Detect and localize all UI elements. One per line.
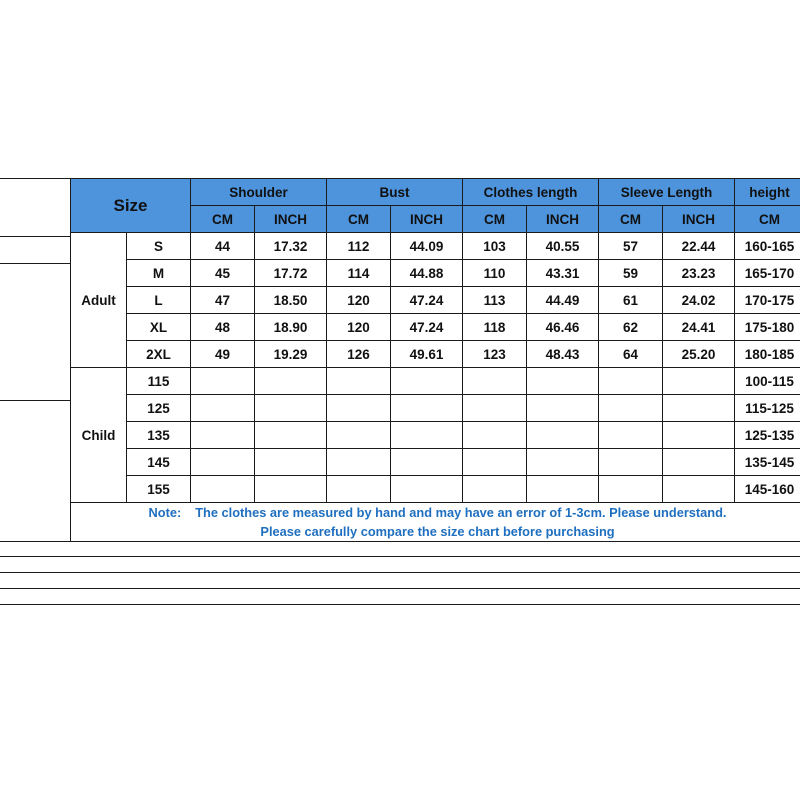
cell-value [599, 476, 663, 503]
table-row [71, 368, 800, 395]
row-size: 135 [127, 422, 191, 449]
cell-value: 125-135 [735, 422, 800, 449]
cell-value: 115-125 [735, 395, 800, 422]
header-bust: Bust [327, 179, 463, 206]
cell-value [527, 476, 599, 503]
cell-value: 114 [327, 260, 391, 287]
cell-value: 175-180 [735, 314, 800, 341]
header-height: height [735, 179, 800, 206]
cell-value: 113 [463, 287, 527, 314]
cell-value [599, 449, 663, 476]
cell-value [463, 476, 527, 503]
cell-value [255, 368, 327, 395]
cell-value: 44 [191, 233, 255, 260]
cell-value [391, 368, 463, 395]
cell-value [327, 368, 391, 395]
cell-value: 170-175 [735, 287, 800, 314]
cell-value: 19.29 [255, 341, 327, 368]
cell-value [191, 449, 255, 476]
cell-value [663, 449, 735, 476]
bleed-rule [0, 556, 800, 557]
cell-value: 120 [327, 314, 391, 341]
header-unit: CM [463, 206, 527, 233]
cell-value [327, 449, 391, 476]
header-unit: INCH [255, 206, 327, 233]
cell-value: 45 [191, 260, 255, 287]
header-unit: CM [735, 206, 800, 233]
cell-value [391, 395, 463, 422]
cell-value [663, 395, 735, 422]
cell-value [255, 395, 327, 422]
note-row [71, 503, 800, 542]
cell-value: 48.43 [527, 341, 599, 368]
cell-value: 47.24 [391, 314, 463, 341]
cell-value: 40.55 [527, 233, 599, 260]
cell-value: 180-185 [735, 341, 800, 368]
cell-value: 47 [191, 287, 255, 314]
cell-value: 100-115 [735, 368, 800, 395]
cell-value: 165-170 [735, 260, 800, 287]
header-unit: CM [327, 206, 391, 233]
cell-value [255, 449, 327, 476]
cell-value [527, 395, 599, 422]
cell-value [327, 395, 391, 422]
cell-value: 103 [463, 233, 527, 260]
cell-value [391, 476, 463, 503]
cell-value: 160-165 [735, 233, 800, 260]
cell-value: 44.49 [527, 287, 599, 314]
section-label-child: Child [71, 368, 127, 503]
cell-value: 25.20 [663, 341, 735, 368]
table-row [71, 341, 800, 368]
header-unit: INCH [391, 206, 463, 233]
cell-value [599, 368, 663, 395]
size-chart-table [70, 178, 800, 542]
header-sleeve-length: Sleeve Length [599, 179, 735, 206]
cell-value: 17.72 [255, 260, 327, 287]
cell-value [527, 449, 599, 476]
cell-value: 62 [599, 314, 663, 341]
bleed-rule [0, 572, 800, 573]
cell-value [191, 368, 255, 395]
cell-value: 49 [191, 341, 255, 368]
cell-value [663, 476, 735, 503]
cell-value: 120 [327, 287, 391, 314]
cell-value [255, 476, 327, 503]
cell-value [463, 395, 527, 422]
cell-value [599, 422, 663, 449]
cell-value [663, 422, 735, 449]
table-row [71, 260, 800, 287]
cell-value: 110 [463, 260, 527, 287]
cell-value: 43.31 [527, 260, 599, 287]
table-row [71, 314, 800, 341]
cell-value: 17.32 [255, 233, 327, 260]
table-row [71, 287, 800, 314]
cell-value: 24.41 [663, 314, 735, 341]
cell-value [391, 449, 463, 476]
cell-value: 18.90 [255, 314, 327, 341]
cell-value: 57 [599, 233, 663, 260]
cell-value [599, 395, 663, 422]
cell-value: 18.50 [255, 287, 327, 314]
cell-value: 24.02 [663, 287, 735, 314]
cell-value [463, 368, 527, 395]
cell-value: 135-145 [735, 449, 800, 476]
row-size: S [127, 233, 191, 260]
cell-value [391, 422, 463, 449]
size-chart-table-wrap [70, 178, 795, 542]
table-header-row-groups [71, 179, 800, 206]
note-cell [71, 503, 800, 542]
header-unit: CM [191, 206, 255, 233]
row-size: 145 [127, 449, 191, 476]
row-size: 155 [127, 476, 191, 503]
cell-value: 61 [599, 287, 663, 314]
cell-value [527, 422, 599, 449]
cell-value: 46.46 [527, 314, 599, 341]
cell-value: 22.44 [663, 233, 735, 260]
row-size: M [127, 260, 191, 287]
header-shoulder: Shoulder [191, 179, 327, 206]
cell-value: 47.24 [391, 287, 463, 314]
cell-value: 49.61 [391, 341, 463, 368]
cell-value: 23.23 [663, 260, 735, 287]
cell-value: 112 [327, 233, 391, 260]
header-size: Size [71, 179, 191, 233]
cell-value: 126 [327, 341, 391, 368]
cell-value [527, 368, 599, 395]
row-size: XL [127, 314, 191, 341]
bleed-rule [0, 604, 800, 605]
header-unit: CM [599, 206, 663, 233]
bleed-rule [0, 588, 800, 589]
cell-value [663, 368, 735, 395]
cell-value [191, 422, 255, 449]
row-size: 115 [127, 368, 191, 395]
cell-value [327, 476, 391, 503]
cell-value: 44.88 [391, 260, 463, 287]
note-text-1: The clothes are measured by hand and may have an error of 1-3cm. Please understand. [195, 505, 727, 520]
cell-value [463, 449, 527, 476]
cell-value: 118 [463, 314, 527, 341]
header-clothes-length: Clothes length [463, 179, 599, 206]
header-unit: INCH [663, 206, 735, 233]
table-row [71, 449, 800, 476]
header-unit: INCH [527, 206, 599, 233]
cell-value [191, 476, 255, 503]
cell-value: 44.09 [391, 233, 463, 260]
cell-value: 59 [599, 260, 663, 287]
cell-value: 64 [599, 341, 663, 368]
cell-value: 145-160 [735, 476, 800, 503]
cell-value: 123 [463, 341, 527, 368]
cell-value: 48 [191, 314, 255, 341]
cell-value [463, 422, 527, 449]
table-row [71, 476, 800, 503]
cell-value [327, 422, 391, 449]
table-row [71, 233, 800, 260]
cell-value [191, 395, 255, 422]
cell-value [255, 422, 327, 449]
table-row [71, 422, 800, 449]
note-label: Note: [148, 505, 182, 520]
table-row [71, 395, 800, 422]
row-size: 2XL [127, 341, 191, 368]
row-size: L [127, 287, 191, 314]
row-size: 125 [127, 395, 191, 422]
note-line-2: Please carefully compare the size chart before purchasing [260, 524, 615, 539]
note-line-1 [71, 503, 800, 522]
section-label-adult: Adult [71, 233, 127, 368]
